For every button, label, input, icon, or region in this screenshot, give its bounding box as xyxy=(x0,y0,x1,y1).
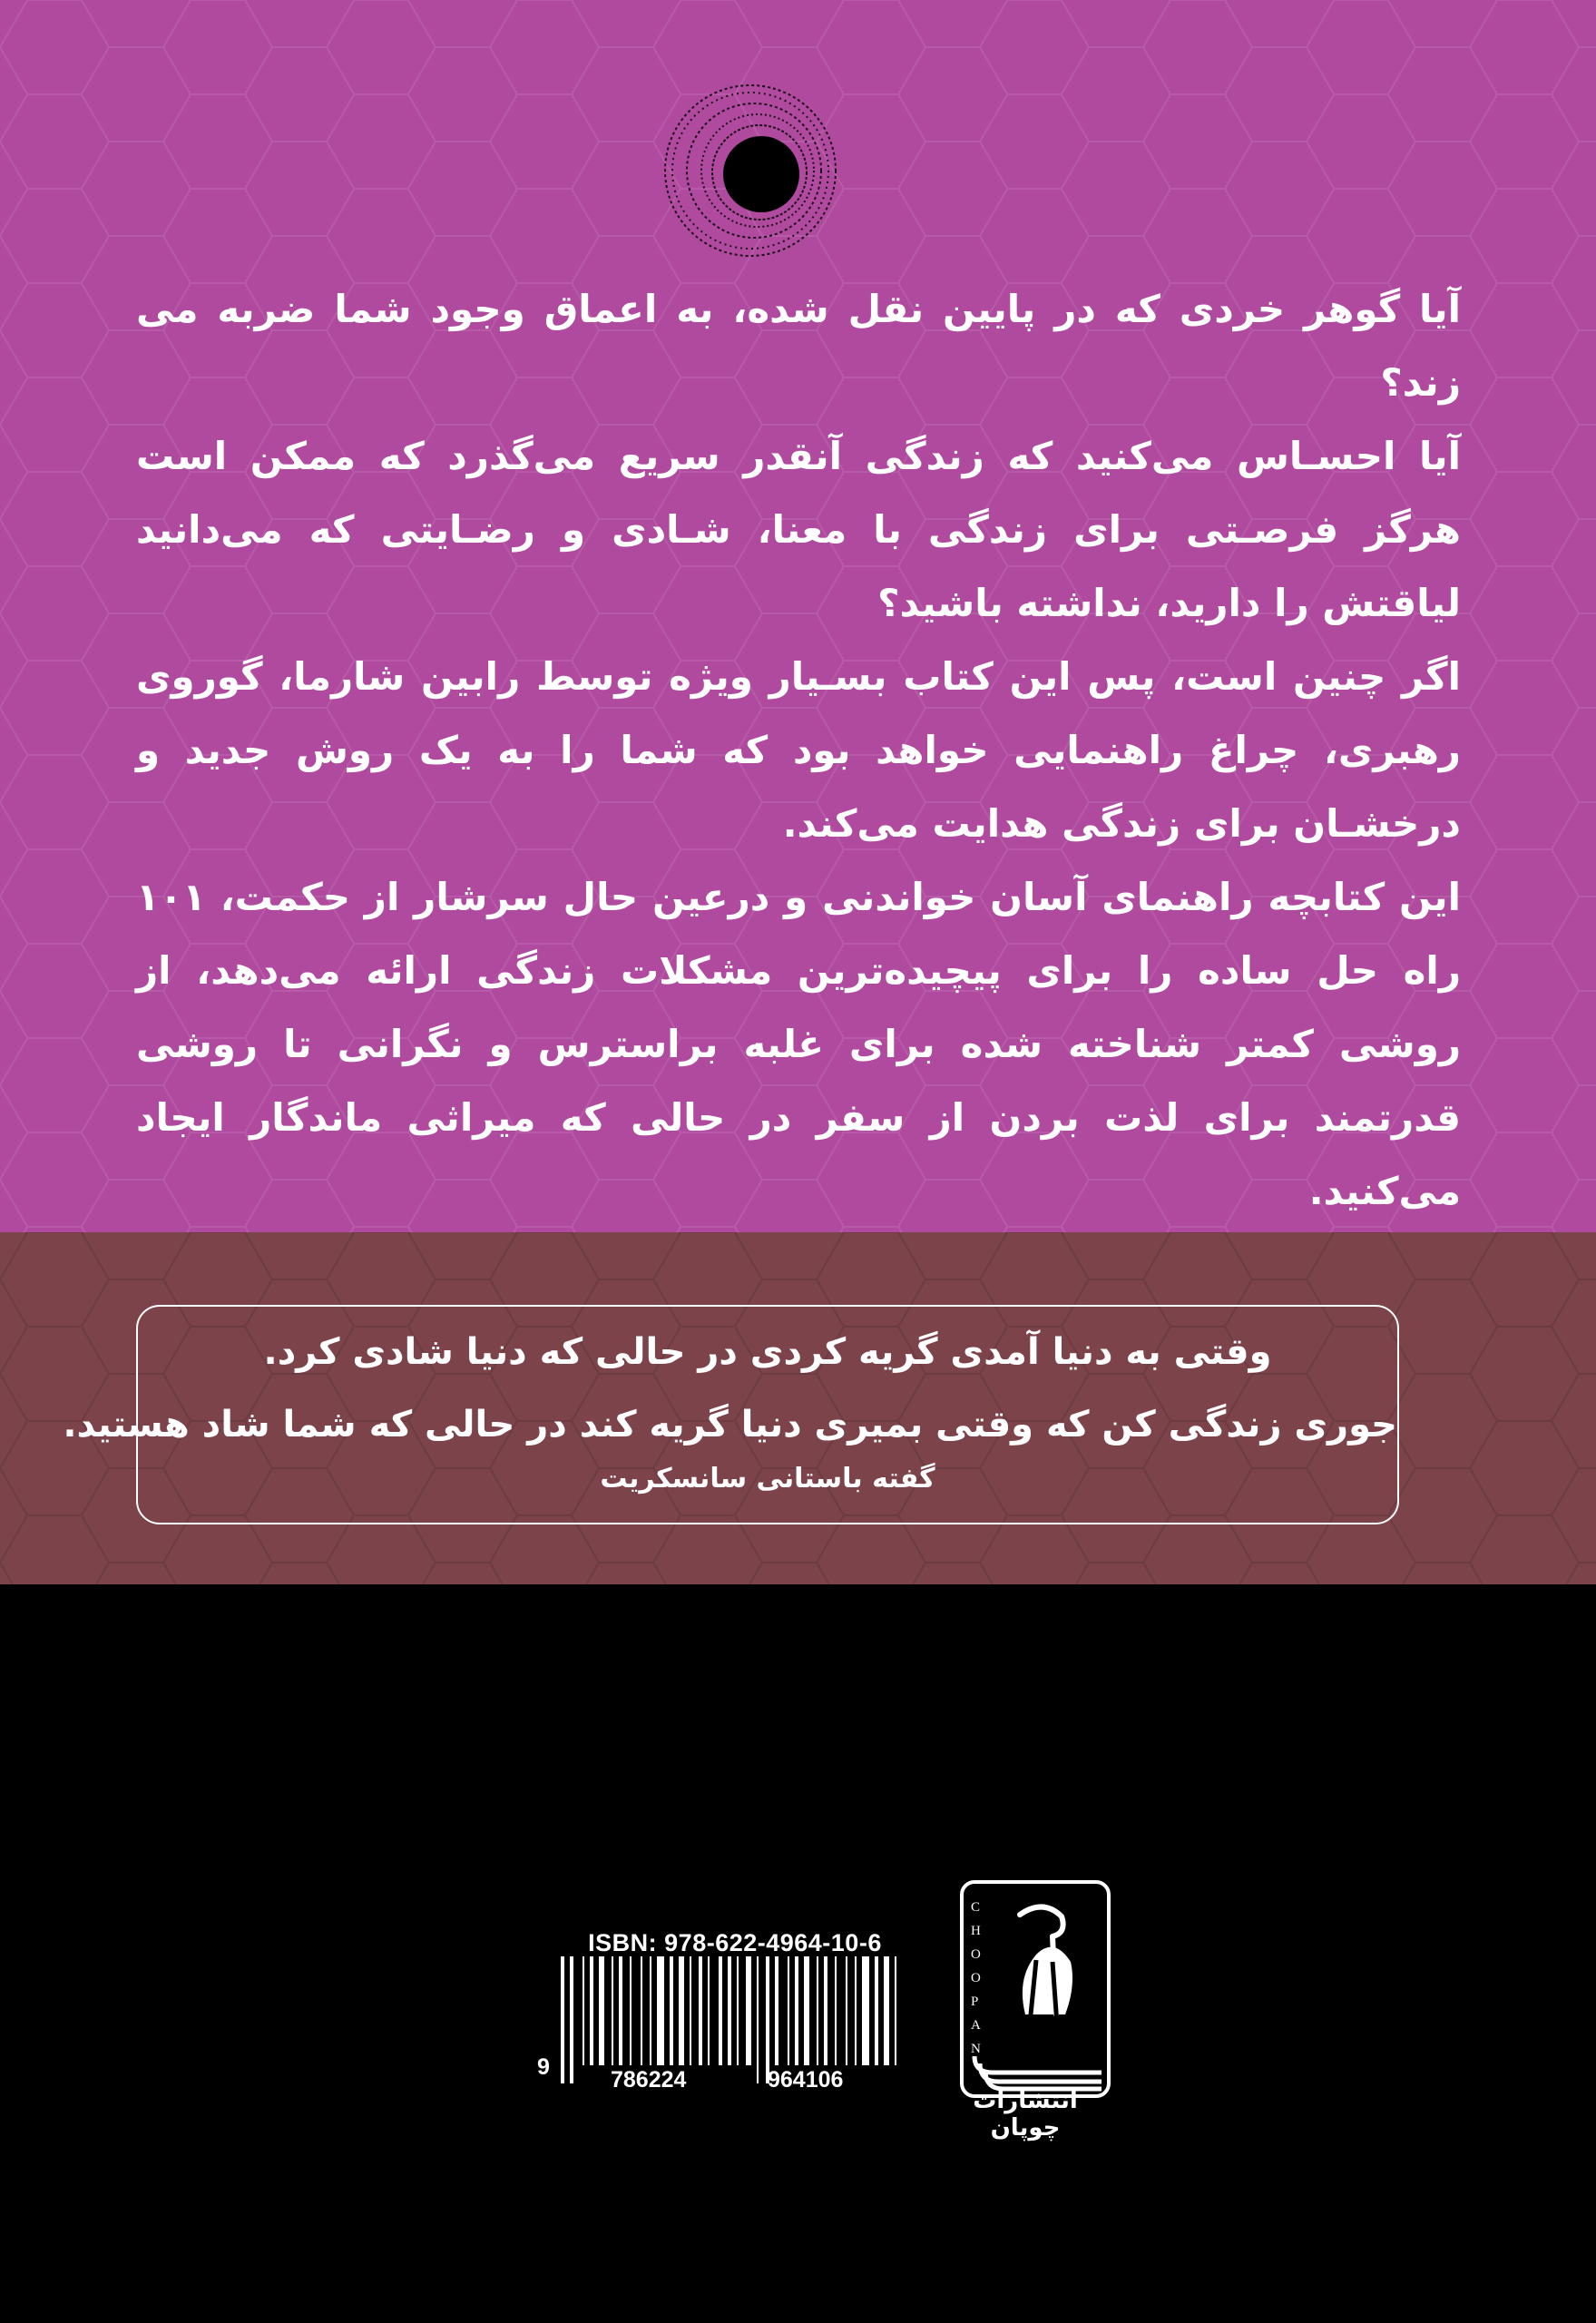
isbn-barcode xyxy=(535,1929,916,2102)
blurb-paragraph-1: آیا گوهر خردی که در پایین نقل شده، به اعماق وجود شما ضربه می زند؟ xyxy=(136,287,1461,405)
blurb-paragraph-3: اگر چنین است، پس این کتاب بسـیار ویژه توسط رابین شارما، گوروی رهبری، چراغ راهنمایی خواهد بود که شما را به یک روش جدید و درخشـان برای زندگی هدایت می‌کند. xyxy=(136,654,1461,846)
publisher-name: انتشارات چوپان xyxy=(973,2087,1078,2142)
barcode-right-digits: 964106 xyxy=(768,2067,844,2093)
blurb-paragraph-4: این کتابچه راهنمای آسان خواندنی و درعین حال سرشار از حکمت، ۱۰۱ راه حل ساده را برای پیچیده‌ترین مشکلات زندگی ارائه می‌دهد، از روشی کمتر شناخته شده برای غلبه براسترس و نگرانی تا روشی قدرتمند برای لذت بردن از سفر در حالی که میراثی ماندگار ایجاد می‌کنید. xyxy=(136,875,1461,1213)
blurb-paragraph-2: آیا احسـاس می‌کنید که زندگی آنقدر سریع می‌گذرد که ممکن است هرگز فرصـتی برای زندگی با معنا، شـادی و رضـایتی که می‌دانید لیاقتش را دارید، نداشته باشید؟ xyxy=(136,434,1461,625)
svg-text:CHO OPAN: C H O O P A N xyxy=(971,1900,981,2056)
quote-band xyxy=(0,1232,1596,1584)
quote-line-1: وقتی به دنیا آمدی گریه کردی در حالی که دنیا شادی کرد. xyxy=(263,1331,1272,1373)
barcode-bars xyxy=(535,1956,916,2093)
back-cover-blurb xyxy=(136,272,1461,1228)
barcode-left-digits: 786224 xyxy=(611,2067,687,2093)
spiral-eye-icon xyxy=(660,80,841,261)
quote-source: گفته باستانی سانسکریت xyxy=(600,1463,935,1495)
barcode-lead-digit: 9 xyxy=(537,2054,550,2080)
quote-line-2: جوری زندگی کن که وقتی بمیری دنیا گریه کند در حالی که شما شاد هستید. xyxy=(63,1404,1397,1446)
quote-box xyxy=(63,1305,1399,1524)
isbn-text: ISBN: 978-622-4964-10-6 xyxy=(588,1929,882,1956)
